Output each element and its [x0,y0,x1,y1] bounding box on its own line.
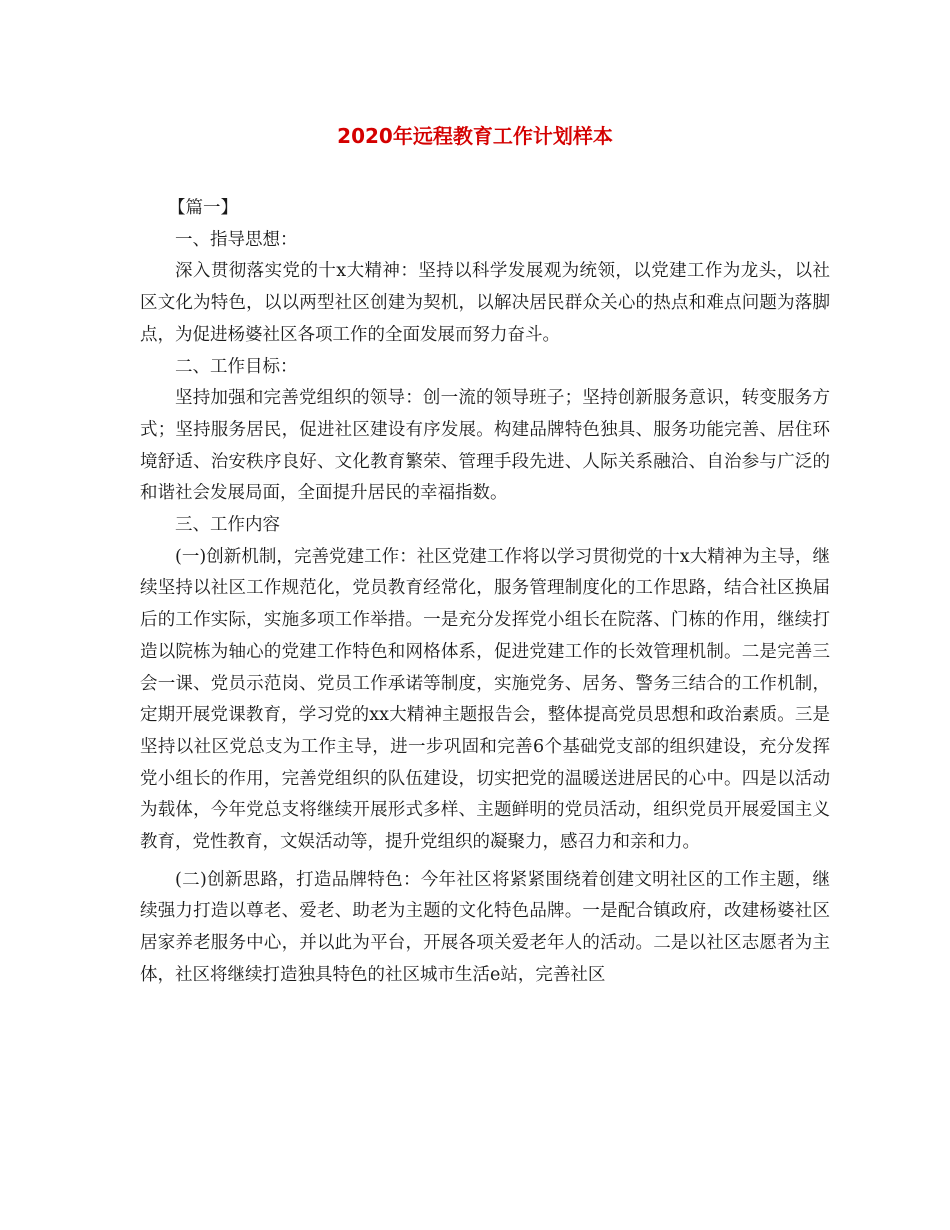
paragraph-party-building: (一)创新机制，完善党建工作：社区党建工作将以学习贯彻党的十x大精神为主导，继续坚持以社区工作规范化，党员教育经常化，服务管理制度化的工作思路，结合社区换届后的工作实际，实施多项工作举措。一是充分发挥党小组长在院落、门栋的作用，继续打造以院栋为轴心的党建工作特色和网格体系，促进党建工作的长效管理机制。二是完善三会一课、党员示范岗、党员工作承诺等制度，实施党务、居务、警务三结合的工作机制，定期开展党课教育，学习党的xx大精神主题报告会，整体提高党员思想和政治素质。三是坚持以社区党总支为工作主导，进一步巩固和完善6个基础党支部的组织建设，充分发挥党小组长的作用，完善党组织的队伍建设，切实把党的温暖送进居民的心中。四是以活动为载体，今年党总支将继续开展形式多样、主题鲜明的党员活动，组织党员开展爱国主义教育，党性教育，文娱活动等，提升党组织的凝聚力，感召力和亲和力。 [140,546,830,853]
heading-work-goals: 二、工作目标： [175,356,298,377]
document-body [140,193,830,992]
paragraph-work-goals: 坚持加强和完善党组织的领导：创一流的领导班子；坚持创新服务意识，转变服务方式；坚持服务居民，促进社区建设有序发展。构建品牌特色独具、服务功能完善、居住环境舒适、治安秩序良好、文化教育繁荣、管理手段先进、人际关系融洽、自治参与广泛的和谐社会发展局面，全面提升居民的幸福指数。 [140,388,830,504]
heading-work-content: 三、工作内容 [175,515,280,536]
paragraph-brand-features: (二)创新思路，打造品牌特色：今年社区将紧紧围绕着创建文明社区的工作主题，继续强力打造以尊老、爱老、助老为主题的文化特色品牌。一是配合镇政府，改建杨婆社区居家养老服务中心，并以此为平台，开展各项关爱老年人的活动。二是以社区志愿者为主体，社区将继续打造独具特色的社区城市生活e站，完善社区 [140,869,830,985]
section-label: 【篇一】 [168,198,238,218]
document-title: 2020年远程教育工作计划样本 [337,124,613,148]
heading-guiding-ideology: 一、指导思想： [175,229,298,250]
paragraph-guiding-ideology: 深入贯彻落实党的十x大精神：坚持以科学发展观为统领，以党建工作为龙头，以社区文化为特色，以以两型社区创建为契机，以解决居民群众关心的热点和难点问题为落脚点，为促进杨婆社区各项工作的全面发展而努力奋斗。 [140,261,830,345]
